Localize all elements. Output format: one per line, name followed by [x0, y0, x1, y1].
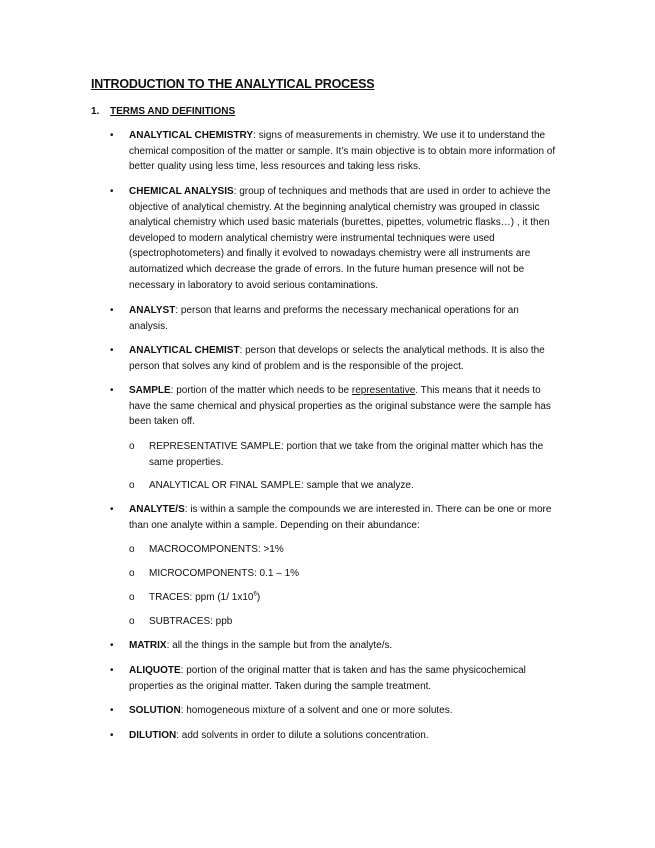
sub-item-text [149, 590, 559, 606]
sub-item [129, 590, 559, 606]
definition-item [110, 502, 560, 533]
sub-bullet-icon: o [129, 480, 135, 491]
definition-item [110, 728, 560, 744]
bullet-icon: • [110, 705, 114, 716]
sub-item [129, 478, 559, 494]
definition-item [110, 663, 560, 694]
definition-term: ANALYTE/S [129, 504, 185, 515]
definition-term: CHEMICAL ANALYSIS [129, 186, 234, 197]
sub-bullet-icon: o [129, 441, 135, 452]
bullet-icon: • [110, 730, 114, 741]
section-number: 1. [91, 106, 100, 117]
definition-item [110, 128, 560, 175]
sub-item-text: ANALYTICAL OR FINAL SAMPLE: sample that we analyze. [149, 480, 414, 491]
definition-term: ALIQUOTE [129, 665, 181, 676]
definition-term: ANALYTICAL CHEMIST [129, 345, 240, 356]
definition-text: : signs of measurements in chemistry. We use it to understand the chemical composition of the matter or sample. It’s main objective is to obtain more information of better quality using less time, less resources and taking less risks. [129, 130, 556, 173]
sub-item [129, 439, 559, 470]
definition-text: : portion of the matter which needs to be [170, 385, 352, 396]
sub-item-text: MACROCOMPONENTS: >1% [149, 544, 284, 555]
definition-text: : all the things in the sample but from the analyte/s. [166, 640, 393, 651]
definition-term: ANALYST [129, 305, 176, 316]
sub-bullet-icon: o [129, 592, 135, 603]
definition-item [110, 303, 560, 334]
definition-text: : person that learns and preforms the necessary mechanical operations for an analysis. [129, 305, 519, 332]
section-heading [91, 106, 235, 117]
sub-bullet-icon: o [129, 544, 135, 555]
sub-item [129, 566, 559, 582]
bullet-icon: • [110, 665, 114, 676]
definition-item [110, 638, 560, 654]
definition-text: . This means that it needs to have the same chemical and physical properties as the original substance were the sample has been taken off. [129, 385, 551, 428]
sub-bullet-icon: o [129, 616, 135, 627]
sub-bullet-icon: o [129, 568, 135, 579]
definition-term: ANALYTICAL CHEMISTRY [129, 130, 254, 141]
definition-text: : add solvents in order to dilute a solutions concentration. [176, 730, 429, 741]
section-title: TERMS AND DEFINITIONS [110, 106, 236, 117]
bullet-icon: • [110, 640, 114, 651]
sub-item-text: SUBTRACES: ppb [149, 616, 233, 627]
definition-text: : portion of the original matter that is taken and has the same physicochemical properties as the original matter. Taken during the sample treatment. [129, 665, 526, 692]
sub-item [129, 542, 559, 558]
document-title: INTRODUCTION TO THE ANALYTICAL PROCESS [91, 77, 375, 91]
definition-term: SAMPLE [129, 385, 171, 396]
definition-text: : person that develops or selects the analytical methods. It is also the person that solves any kind of problem and is the responsible of the project. [129, 345, 545, 372]
traces-text: TRACES: ppm (1/ 1x10 [149, 592, 254, 603]
sub-item-text: MICROCOMPONENTS: 0.1 – 1% [149, 568, 300, 579]
definition-item [110, 184, 560, 293]
underlined-word: representative [351, 385, 416, 396]
traces-exponent: 6 [253, 591, 257, 598]
bullet-icon: • [110, 385, 114, 396]
traces-text-end: ) [256, 592, 261, 603]
sub-item [129, 614, 559, 630]
definition-term: MATRIX [129, 640, 167, 651]
definition-item [110, 383, 560, 430]
definition-term: SOLUTION [129, 705, 181, 716]
bullet-icon: • [110, 345, 114, 356]
bullet-icon: • [110, 186, 114, 197]
definition-term: DILUTION [129, 730, 177, 741]
definition-item [110, 703, 560, 719]
definition-text: : group of techniques and methods that are used in order to achieve the objective of analytical chemistry. At the beginning analytical chemistry was grouped in classic analytical chemistry which used basic materials (burettes, pipettes, volumetric flasks…) , it then developed to modern analytical chemistry were instrumental techniques were used (spectrophotometers) and finally it evolved to nowadays chemistry were all instruments are automatized which decrease the grade of errors. In the future human presence will not be necessary in laboratory to avoid serious contaminations. [129, 186, 551, 291]
bullet-icon: • [110, 305, 114, 316]
definition-text: : homogeneous mixture of a solvent and one or more solutes. [180, 705, 453, 716]
sub-item-text: REPRESENTATIVE SAMPLE: portion that we take from the original matter which has the same properties. [149, 441, 544, 468]
definition-text: : is within a sample the compounds we are interested in. There can be one or more than one analyte within a sample. Depending on their abundance: [129, 504, 552, 531]
bullet-icon: • [110, 130, 114, 141]
definition-item [110, 343, 560, 374]
bullet-icon: • [110, 504, 114, 515]
